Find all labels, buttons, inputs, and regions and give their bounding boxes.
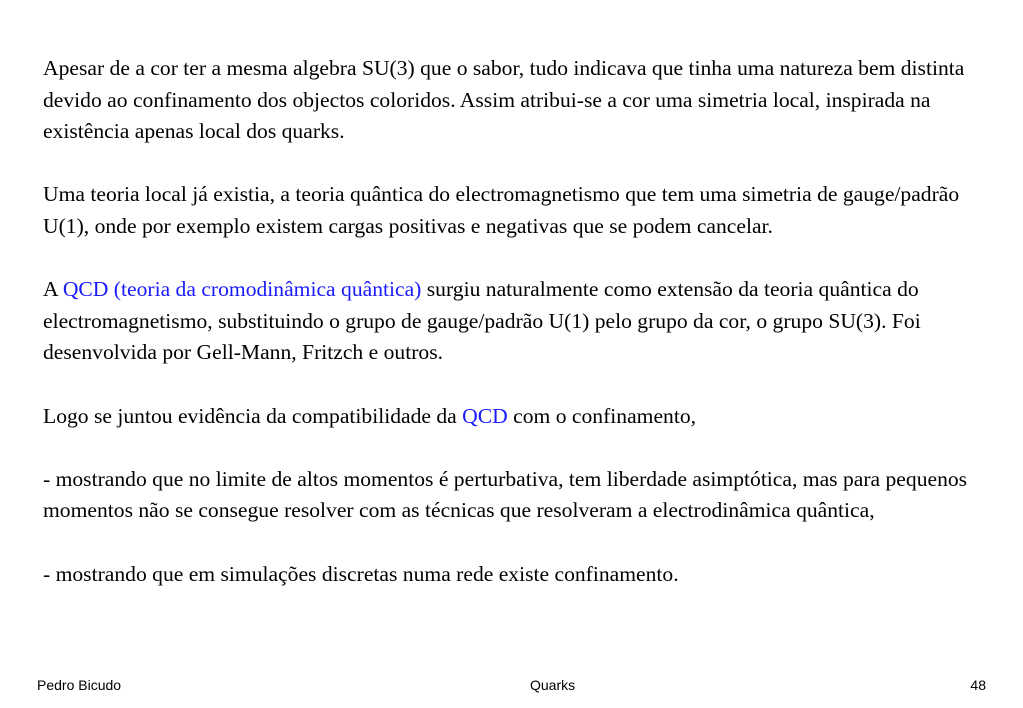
paragraph-qcd-evidence (43, 401, 993, 433)
paragraph-lattice-confinement: - mostrando que em simulações discretas numa rede existe confinamento. (43, 561, 679, 586)
text-segment: A (43, 277, 63, 302)
paragraph-asymptotic-freedom: - mostrando que no limite de altos momentos é perturbativa, tem liberdade asimptótica, mas para pequenos momentos não se consegue resolver com as técnicas que resolveram a electrodinâmica quântica, (43, 466, 968, 523)
slide-body (43, 53, 993, 590)
text-segment: com o confinamento, (507, 403, 697, 428)
paragraph-local-theory: Uma teoria local já existia, a teoria quântica do electromagnetismo que tem uma simetria de gauge/padrão U(1), onde por exemplo existem cargas positivas e negativas que se podem cancelar. (43, 182, 960, 238)
paragraph-qcd-origin (43, 274, 993, 369)
text-segment: surgiu naturalmente como extensão da teoria quântica do electromagnetismo, substituindo o grupo de gauge/padrão U(1) pelo grupo da cor, o grupo SU(3). Foi desenvolvida por Gell-Mann, Fritzch e outros. (43, 277, 921, 365)
paragraph-color-symmetry: Apesar de a cor ter a mesma algebra SU(3) que o sabor, tudo indicava que tinha uma natureza bem distinta devido ao confinamento dos objectos coloridos. Assim atribui-se a cor uma simetria local, inspirada na existência apenas local dos quarks. (43, 56, 965, 144)
qcd-highlight: QCD (462, 403, 508, 428)
footer-title: Quarks (530, 677, 576, 693)
qcd-highlight: QCD (teoria da cromodinâmica quântica) (62, 277, 422, 302)
footer-author: Pedro Bicudo (37, 677, 122, 693)
text-segment: Logo se juntou evidência da compatibilidade da (43, 403, 463, 428)
footer-page-number: 48 (970, 677, 986, 693)
